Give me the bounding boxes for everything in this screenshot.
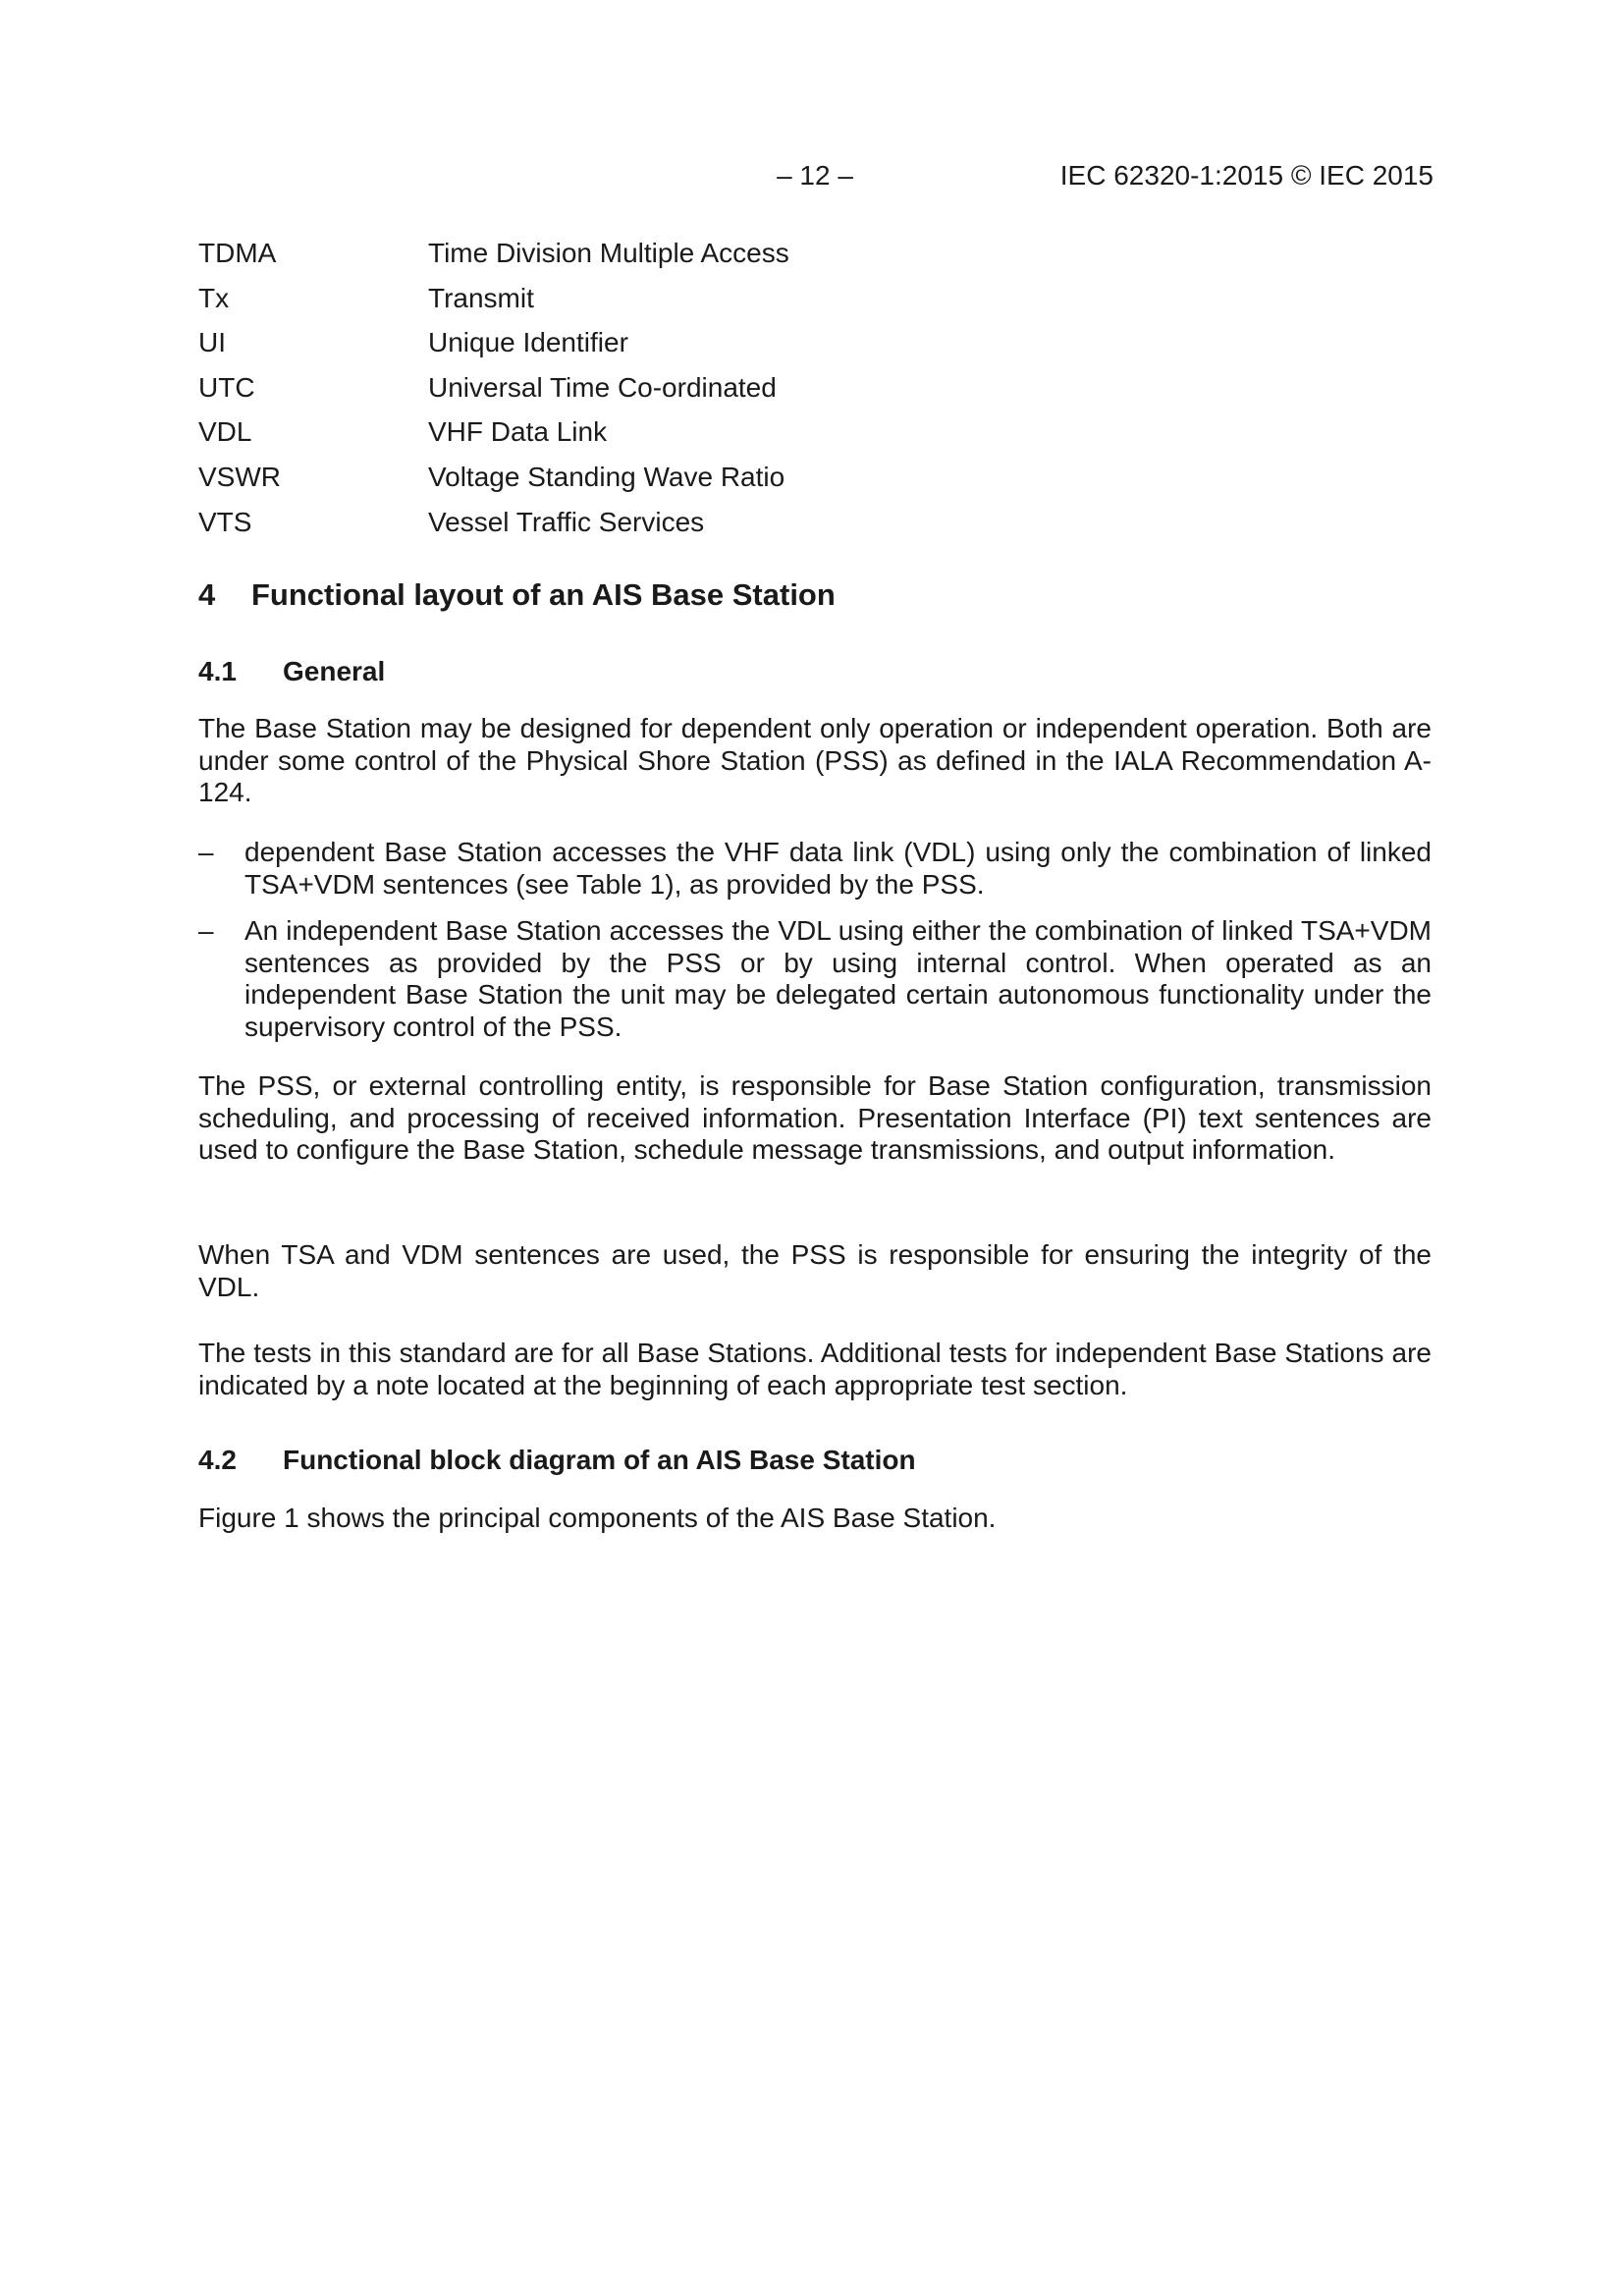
section-title: Functional layout of an AIS Base Station: [251, 577, 836, 612]
list-item: [198, 837, 1432, 901]
list-item-text: An independent Base Station accesses the VDL using either the combination of linked TSA+VDM sentences as provided by the PSS or by using internal control. When operated as an independent Base Station the unit may be delegated certain autonomous functionality under the supervisory control of the PSS.: [244, 915, 1432, 1042]
standard-reference: IEC 62320-1:2015 © IEC 2015: [1059, 160, 1434, 191]
list-item-text: dependent Base Station accesses the VHF data link (VDL) using only the combination of linked TSA+VDM sentences (see Table 1), as provided by the PSS.: [244, 837, 1432, 900]
section-number: 4.1: [198, 656, 237, 686]
list-dash: –: [198, 837, 214, 867]
paragraph: The Base Station may be designed for dependent only operation or independent operation. Both are under some control of the Physical Shore Station (PSS) as defined in the IALA Recommendation A-124.: [198, 713, 1432, 807]
section-4-heading: [198, 577, 836, 613]
paragraph: Figure 1 shows the principal components of the AIS Base Station.: [198, 1503, 997, 1533]
abbreviation-term: VTS: [198, 506, 252, 537]
abbreviation-definition: Time Division Multiple Access: [428, 238, 789, 268]
abbreviation-term: VDL: [198, 416, 252, 448]
section-4-1-heading: [198, 656, 385, 687]
section-title: General: [283, 656, 386, 686]
abbreviation-row: [198, 368, 1082, 413]
abbreviation-definition: VHF Data Link: [428, 416, 608, 448]
abbreviation-definition: Universal Time Co-ordinated: [428, 371, 777, 403]
abbreviation-row: [198, 412, 1082, 458]
abbreviation-row: [198, 234, 1082, 279]
abbreviation-row: [198, 458, 1082, 503]
abbreviation-row: [198, 323, 1082, 368]
abbreviation-term: UTC: [198, 371, 255, 403]
paragraph: When TSA and VDM sentences are used, the PSS is responsible for ensuring the integrity of the VDL.: [198, 1239, 1432, 1302]
abbreviation-definition: Transmit: [428, 282, 534, 313]
paragraph: The tests in this standard are for all Base Stations. Additional tests for independent Base Stations are indicated by a note located at the beginning of each appropriate test section.: [198, 1338, 1432, 1400]
section-title: Functional block diagram of an AIS Base Station: [283, 1445, 916, 1475]
section-4-2-heading: [198, 1445, 916, 1476]
abbreviation-term: UI: [198, 327, 226, 358]
page-number: – 12 –: [777, 160, 853, 191]
abbreviation-term: Tx: [198, 282, 230, 313]
list-item: [198, 915, 1432, 1043]
page-header: [196, 160, 1434, 199]
abbreviation-definition: Unique Identifier: [428, 327, 628, 358]
section-number: 4: [198, 577, 216, 612]
list-dash: –: [198, 915, 214, 946]
section-number: 4.2: [198, 1445, 237, 1475]
abbreviation-row: [198, 279, 1082, 324]
abbreviation-term: TDMA: [198, 238, 277, 268]
paragraph: The PSS, or external controlling entity, is responsible for Base Station configuration, transmission scheduling, and processing of received information. Presentation Interface (PI) text sentences are used to configure the Base Station, schedule message transmissions, and output information.: [198, 1070, 1432, 1165]
abbreviation-definition: Voltage Standing Wave Ratio: [428, 461, 785, 492]
abbreviation-row: [198, 503, 1082, 548]
abbreviation-list: [198, 234, 1082, 547]
abbreviation-definition: Vessel Traffic Services: [428, 506, 705, 537]
abbreviation-term: VSWR: [198, 461, 281, 492]
